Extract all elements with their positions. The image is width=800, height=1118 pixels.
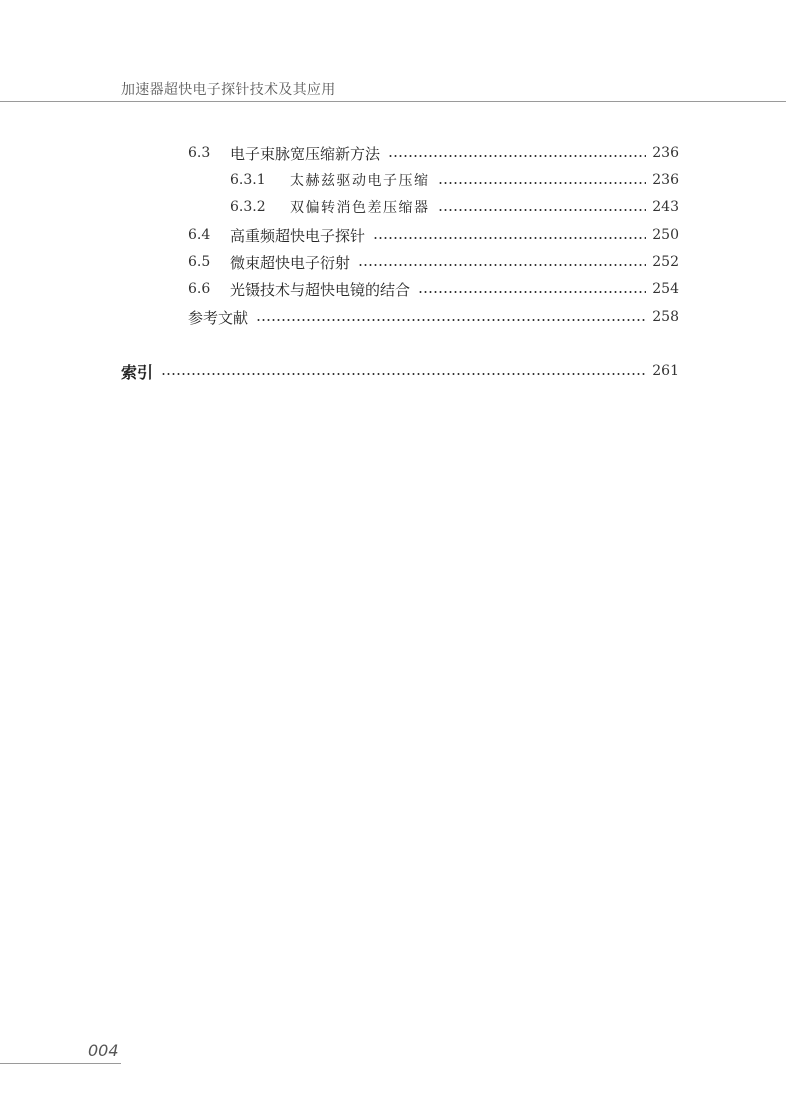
toc-entry-page: 252 [652, 254, 679, 270]
toc-entry-page: 254 [652, 281, 679, 297]
toc-dot-leader [388, 155, 646, 157]
toc-entry-page: 261 [652, 363, 679, 379]
toc-entry-6-3-2[interactable] [230, 196, 679, 218]
toc-entry-page: 236 [652, 172, 679, 188]
toc-entry-6-6[interactable] [188, 278, 679, 300]
toc-entry-6-4[interactable] [188, 224, 679, 246]
toc-dot-leader [358, 264, 646, 266]
toc-entry-number: 6.3.2 [230, 199, 266, 215]
toc-dot-leader [438, 209, 647, 211]
toc-entry-title: 电子束脉宽压缩新方法 [230, 144, 381, 163]
toc-entry-6-3-1[interactable] [230, 169, 679, 191]
toc-dot-leader [418, 291, 646, 293]
toc-entry-title: 太赫兹驱动电子压缩 [290, 173, 430, 189]
page-number: 004 [88, 1041, 119, 1060]
running-header-title: 加速器超快电子探针技术及其应用 [121, 82, 336, 98]
toc-entry-page: 243 [652, 199, 679, 215]
toc-entry-title: 光镊技术与超快电镜的结合 [230, 280, 411, 299]
toc-entry-6-3[interactable] [188, 142, 679, 164]
toc-entry-title: 参考文献 [188, 308, 249, 327]
footer-divider [0, 1063, 121, 1064]
toc-entry-number: 6.5 [188, 254, 211, 270]
toc-entry-number: 6.6 [188, 281, 211, 297]
toc-entry-6-5[interactable] [188, 251, 679, 273]
toc-dot-leader [373, 237, 646, 239]
toc-entry-page: 258 [652, 309, 679, 325]
toc-entry-title: 高重频超快电子探针 [230, 226, 366, 245]
toc-entry-number: 6.4 [188, 227, 211, 243]
toc-dot-leader [438, 182, 647, 184]
toc-entry-title: 微束超快电子衍射 [230, 253, 351, 272]
toc-entry-number: 6.3.1 [230, 172, 266, 188]
toc-entry-references[interactable] [188, 306, 679, 328]
toc-entry-title: 索引 [121, 362, 154, 382]
toc-entry-index[interactable] [121, 360, 679, 382]
toc-entry-page: 236 [652, 145, 679, 161]
toc-entry-page: 250 [652, 227, 679, 243]
toc-dot-leader [256, 319, 646, 321]
toc-dot-leader [161, 373, 646, 375]
toc-entry-title: 双偏转消色差压缩器 [290, 200, 430, 216]
toc-entry-number: 6.3 [188, 145, 211, 161]
